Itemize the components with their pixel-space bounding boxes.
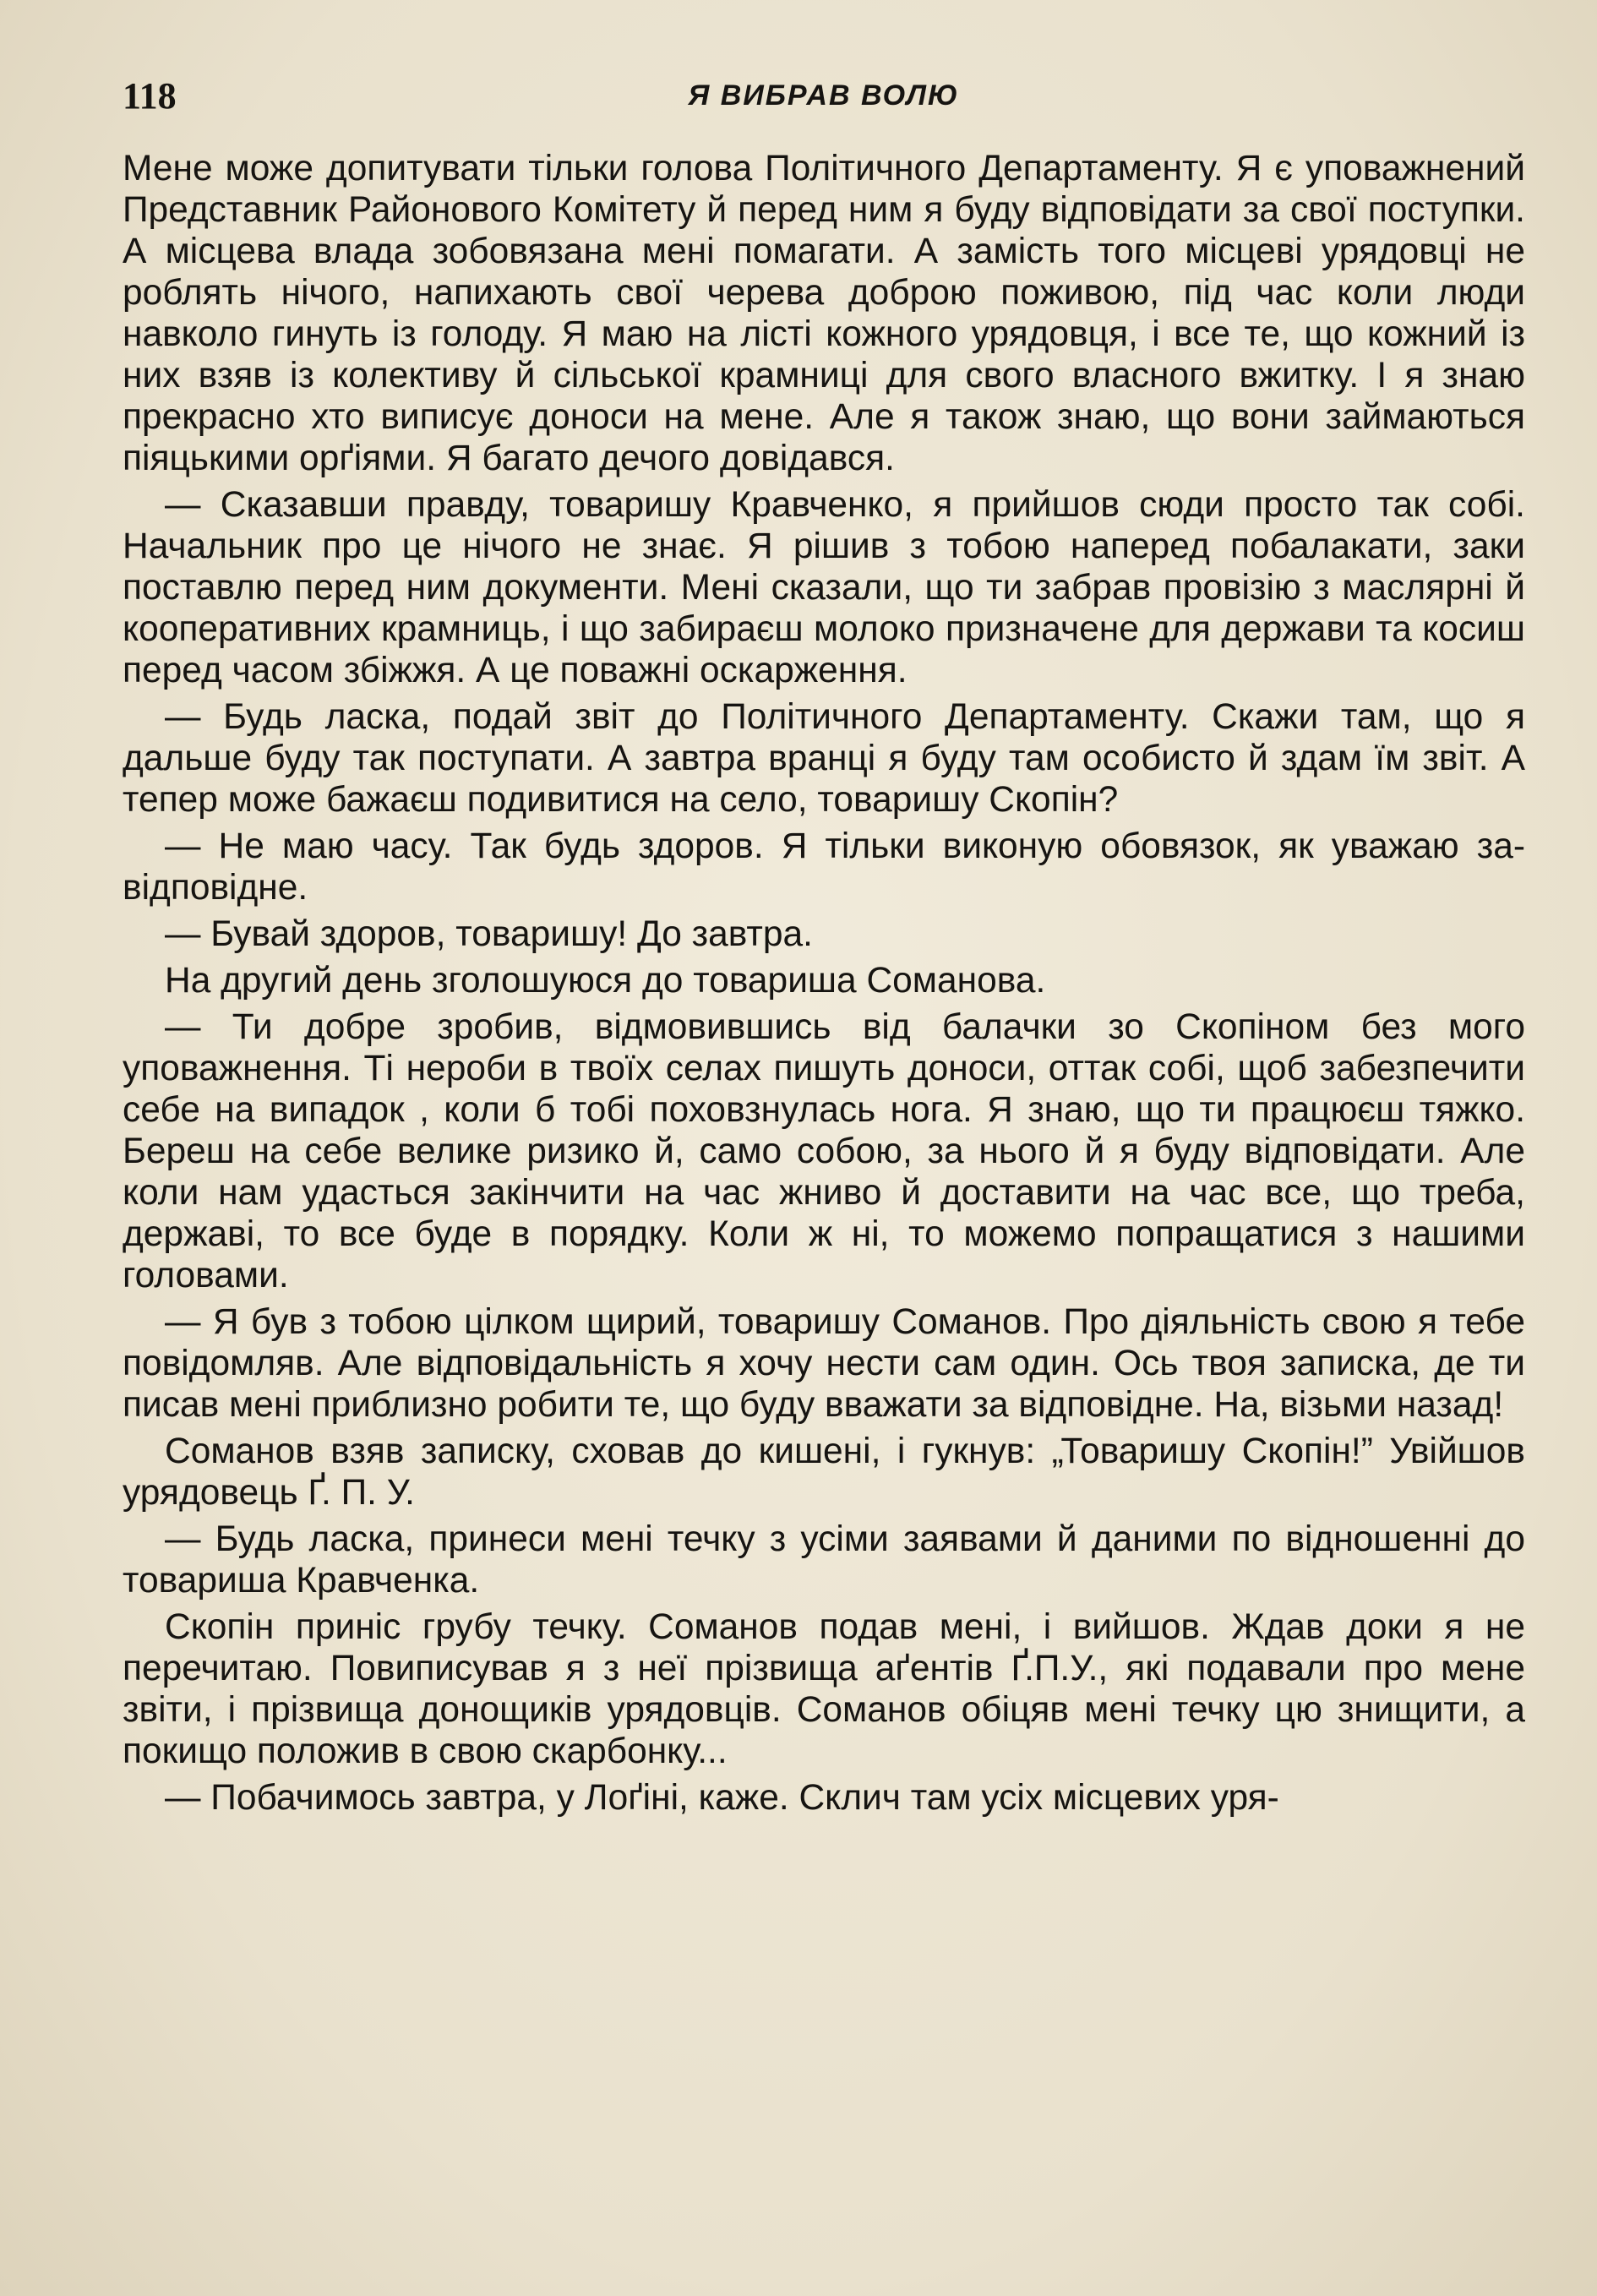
body-text: [123, 148, 1525, 1824]
paragraph: — Сказавши правду, товаришу Кравченко, я прийшов сюди просто так собі. Начальник про це нічого не знає. Я рішив з тобою наперед побалакати, заки поставлю перед ним документи. Мені сказали, що ти забрав провізію з маслярні й кооперативних крамниць, і що забираєш молоко призначене для держави та косиш перед часом збіжжя. А це поважні оскарження.: [123, 485, 1525, 690]
paragraph: — Ти добре зробив, відмовившись від балачки зо Скопіном без мого уповажнення. Ті нероби в твоїх селах пишуть доноси, оттак собі, щоб забезпечити себе на випадок , коли б тобі поховзнулась нога. Я знаю, що ти працюєш тяжко. Береш на себе велике ризико й, само собою, за нього й я буду відповідати. Але коли нам удасться закінчити на час жниво й доставити на час все, що треба, державі, то все буде в порядку. Коли ж ні, то можемо попращатися з нашими головами.: [123, 1007, 1525, 1295]
paragraph: — Не маю часу. Так будь здоров. Я тільки виконую обовязок, як уважаю за-відповідне.: [123, 826, 1525, 908]
page-header: [123, 74, 1525, 125]
paragraph: Мене може допитувати тільки голова Політичного Департаменту. Я є уповажнений Представник Районового Комітету й перед ним я буду відповідати за свої поступки. А місцева влада зобовязана мені помагати. А замість того місцеві урядовці не роблять нічого, напихають свої черева доброю поживою, під час коли люди навколо гинуть із голоду. Я маю на лісті кожного урядовця, і все те, що кожний із них взяв із колективу й сільської крамниці для свого власного вжитку. І я знаю прекрасно хто виписує доноси на мене. Але я також знаю, що вони займаються піяцькими орґіями. Я багато дечого довідався.: [123, 149, 1525, 478]
paragraph: — Бувай здоров, товаришу! До завтра.: [165, 914, 813, 954]
paragraph: Скопін приніс грубу течку. Соманов подав мені, і вийшов. Ждав доки я не перечитаю. Повиписував я з неї прізвища аґентів Ґ.П.У., які подавали про мене звіти, і прізвища донощиків урядовців. Соманов обіцяв мені течку цю знищити, а покищо положив в свою скарбонку...: [123, 1607, 1525, 1771]
paragraph: Соманов взяв записку, сховав до кишені, і гукнув: „Товаришу Скопін!” Увійшов урядовець Ґ. П. У.: [123, 1432, 1525, 1513]
paragraph: — Побачимось завтра, у Лоґіні, каже. Склич там усіх місцевих уря-: [165, 1778, 1279, 1818]
paragraph: — Я був з тобою цілком щирий, товаришу Соманов. Про діяльність свою я тебе повідомляв. Але відповідальність я хочу нести сам один. Ось твоя записка, де ти писав мені приблизно робити те, що буду вважати за відповідне. На, візьми назад!: [123, 1302, 1525, 1425]
paragraph: На другий день зголошуюся до товариша Соманова.: [165, 961, 1046, 1001]
paragraph: — Будь ласка, подай звіт до Політичного Департаменту. Скажи там, що я дальше буду так поступати. А завтра вранці я буду там особисто й здам їм звіт. А тепер може бажаєш подивитися на село, товаришу Скопін?: [123, 697, 1525, 820]
paragraph: — Будь ласка, принеси мені течку з усіми заявами й даними по відношенні до товариша Кравченка.: [123, 1519, 1525, 1601]
page-number: 118: [123, 75, 177, 117]
running-title: Я ВИБРАВ ВОЛЮ: [688, 79, 960, 112]
